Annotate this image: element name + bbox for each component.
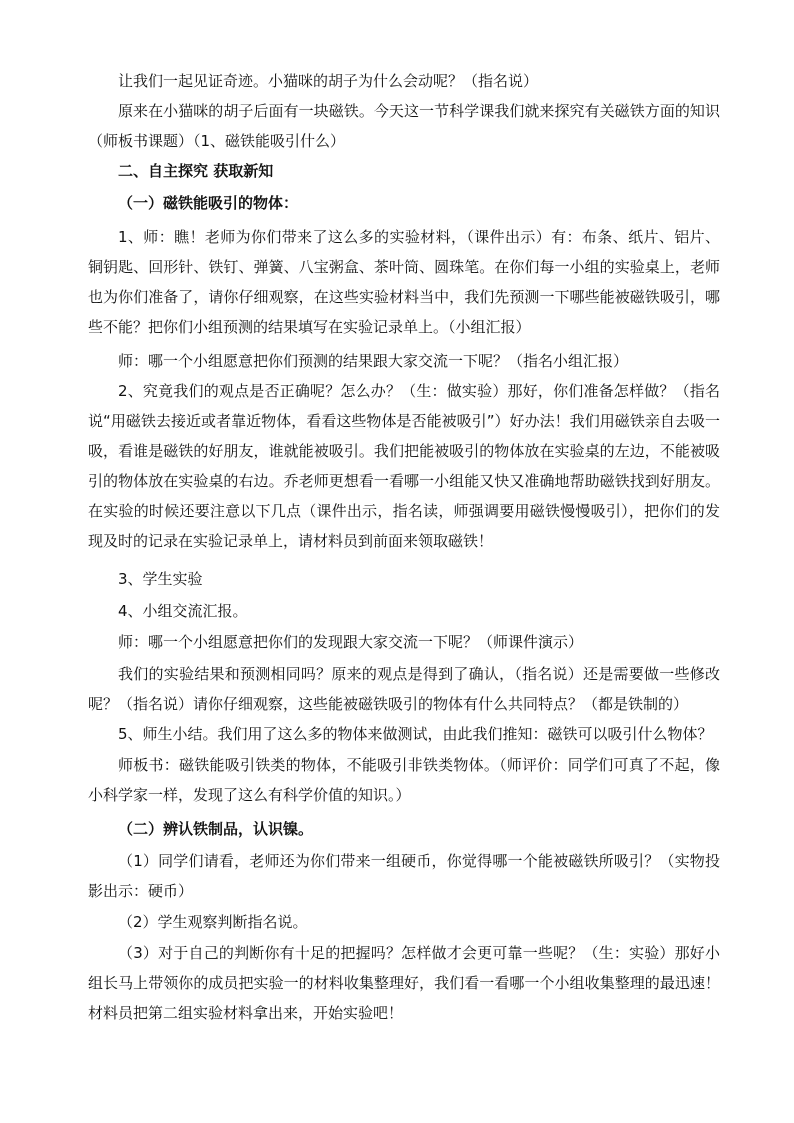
subsection-heading-2: （二）辨认铁制品，认识镍。 — [118, 820, 314, 838]
paragraph-observe: （2）学生观察判断指名说。 — [118, 913, 308, 931]
paragraph-intro: 让我们一起见证奇迹。小猫咪的胡子为什么会动呢？（指名说） — [118, 72, 539, 90]
paragraph-step-3: 3、学生实验 — [118, 570, 203, 588]
paragraph-board-writing: 师板书：磁铁能吸引铁类的物体，不能吸引非铁类物体。（师评价：同学们可真了不起，像小科学家一样，发现了这么有科学价值的知识。） — [88, 756, 720, 804]
paragraph-share-findings: 师：哪一个小组愿意把你们的发现跟大家交流一下呢？（师课件演示） — [118, 633, 584, 651]
paragraph-step-5: 5、师生小结。我们用了这么多的物体来做测试，由此我们推知：磁铁可以吸引什么物体？ — [118, 725, 713, 743]
paragraph-step-2: 2、究竟我们的观点是否正确呢？怎么办？（生：做实验）那好，你们准备怎样做？（指名说“用磁铁去接近或者靠近物体，看看这些物体是否能被吸引”）好办法！我们用磁铁亲自去吸一吸，看谁是磁铁的好朋友，谁就能被吸引。我们把能被吸引的物体放在实验桌的左边，不能被吸引的物体放在实验桌的右边。乔老师更想看一看哪一小组能又快又准确地帮助磁铁找到好朋友。在实验的时候还要注意以下几点（课件出示，指名读，师强调要用磁铁慢慢吸引），把你们的发现及时的记录在实验记录单上，请材料员到前面来领取磁铁！ — [88, 382, 720, 550]
section-heading-2: 二、自主探究 获取新知 — [118, 162, 274, 180]
paragraph-compare-results: 我们的实验结果和预测相同吗？原来的观点是得到了确认，（指名说）还是需要做一些修改呢？（指名说）请你仔细观察，这些能被磁铁吸引的物体有什么共同特点？（都是铁制的） — [88, 665, 720, 713]
paragraph-group-report: 师：哪一个小组愿意把你们预测的结果跟大家交流一下呢？（指名小组汇报） — [118, 352, 629, 370]
paragraph-coins: （1）同学们请看，老师还为你们带来一组硬币，你觉得哪一个能被磁铁所吸引？（实物投影出示：硬币） — [88, 852, 720, 900]
paragraph-step-4: 4、小组交流汇报。 — [118, 602, 248, 620]
subsection-heading-1: （一）磁铁能吸引的物体： — [118, 194, 299, 212]
paragraph-experiment-2: （3）对于自己的判断你有十足的把握吗？怎样做才会更可靠一些呢？（生：实验）那好小组长马上带领你的成员把实验一的材料收集整理好，我们看一看哪一个小组收集整理的最迅速！材料员把第二组实验材料拿出来，开始实验吧！ — [88, 944, 720, 1022]
paragraph-magnet-reveal: 原来在小猫咪的胡子后面有一块磁铁。今天这一节科学课我们就来探究有关磁铁方面的知识（师板书课题）（1、磁铁能吸引什么） — [88, 102, 720, 150]
paragraph-step-1: 1、师：瞧！老师为你们带来了这么多的实验材料，（课件出示）有：布条、纸片、铝片、铜钥匙、回形针、铁钉、弹簧、八宝粥盒、茶叶筒、圆珠笔。在你们每一小组的实验桌上，老师也为你们准备了，请你仔细观察，在这些实验材料当中，我们先预测一下哪些能被磁铁吸引，哪些不能？把你们小组预测的结果填写在实验记录单上。（小组汇报） — [88, 228, 720, 336]
